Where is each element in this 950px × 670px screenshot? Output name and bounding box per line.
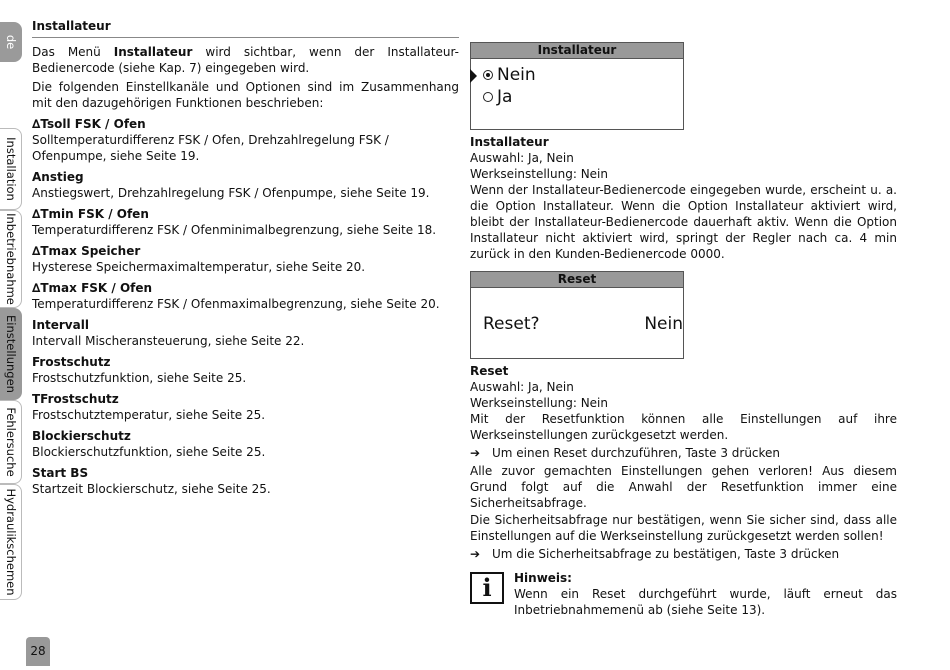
- installateur-title: Installateur: [470, 135, 549, 149]
- tab-de[interactable]: [0, 22, 22, 62]
- entry-desc: Frostschutztemperatur, siehe Seite 25.: [32, 408, 266, 422]
- entry-tsoll: [32, 116, 459, 164]
- reset-value[interactable]: Nein: [644, 314, 683, 334]
- intro-text: Das Menü: [32, 45, 114, 59]
- tab-inbetriebnahme[interactable]: [0, 210, 22, 308]
- option-ja[interactable]: [483, 87, 512, 107]
- reset-title: Reset: [470, 364, 509, 378]
- option-label: Ja: [497, 87, 513, 107]
- reset-text-3: Die Sicherheitsabfrage nur bestätigen, wenn Sie sicher sind, dass alle Einstellungen auf die Werkseinstellung zurückgesetzt werden sollen!: [470, 513, 897, 543]
- section-heading: Installateur: [32, 19, 459, 38]
- entry-desc: Solltemperaturdifferenz FSK / Ofen, Drehzahlregelung FSK / Ofenpumpe, siehe Seite 19.: [32, 133, 389, 163]
- intro-paragraph-1: [32, 44, 459, 76]
- entry-tmax-speicher: [32, 243, 459, 275]
- entry-start-bs: [32, 465, 459, 497]
- entry-title: ∆Tsoll FSK / Ofen: [32, 117, 146, 131]
- entry-title: Frostschutz: [32, 355, 111, 369]
- radio-empty-icon: [483, 92, 493, 102]
- display-title: Reset: [471, 272, 683, 288]
- entry-anstieg: [32, 169, 459, 201]
- intro-bold: Installateur: [113, 45, 193, 59]
- entry-desc: Hysterese Speichermaximaltemperatur, siehe Seite 20.: [32, 260, 366, 274]
- display-installateur: [470, 42, 684, 130]
- step-text: Um einen Reset durchzuführen, Taste 3 drücken: [492, 446, 781, 460]
- tab-label: Fehlersuche: [3, 407, 18, 477]
- page-number: 28: [26, 637, 50, 666]
- tab-label: Inbetriebnahme: [3, 213, 18, 305]
- entry-title: Blockierschutz: [32, 429, 131, 443]
- tab-label: Einstellungen: [3, 315, 18, 393]
- entry-tfrostschutz: [32, 391, 459, 423]
- tab-label: de: [3, 34, 18, 50]
- tab-installation[interactable]: [0, 128, 22, 210]
- hint-text: Wenn ein Reset durchgeführt wurde, läuft erneut das Inbetriebnahmemenü ab (siehe Seite 13).: [514, 587, 897, 617]
- hint-title: Hinweis:: [514, 571, 572, 585]
- entry-title: TFrostschutz: [32, 392, 119, 406]
- installateur-werk: Werkseinstellung: Nein: [470, 167, 608, 181]
- tab-fehlersuche[interactable]: [0, 400, 22, 484]
- option-nein[interactable]: [483, 65, 536, 85]
- right-column: [470, 42, 897, 618]
- selection-pointer-icon: [470, 69, 477, 83]
- entry-title: ∆Tmax FSK / Ofen: [32, 281, 153, 295]
- reset-werk: Werkseinstellung: Nein: [470, 396, 608, 410]
- entry-title: ∆Tmax Speicher: [32, 244, 141, 258]
- entry-desc: Temperaturdifferenz FSK / Ofenmaximalbegrenzung, siehe Seite 20.: [32, 297, 440, 311]
- entry-title: ∆Tmin FSK / Ofen: [32, 207, 149, 221]
- entry-desc: Frostschutzfunktion, siehe Seite 25.: [32, 371, 247, 385]
- entry-title: Start BS: [32, 466, 89, 480]
- entry-desc: Startzeit Blockierschutz, siehe Seite 25.: [32, 482, 271, 496]
- left-column: [32, 19, 459, 497]
- option-label: Nein: [497, 65, 536, 85]
- entry-title: Intervall: [32, 318, 89, 332]
- entry-desc: Blockierschutzfunktion, siehe Seite 25.: [32, 445, 266, 459]
- radio-selected-icon: [483, 70, 493, 80]
- reset-auswahl: Auswahl: Ja, Nein: [470, 380, 574, 394]
- entry-desc: Temperaturdifferenz FSK / Ofenminimalbegrenzung, siehe Seite 18.: [32, 223, 437, 237]
- entry-tmax-fsk: [32, 280, 459, 312]
- step-text: Um die Sicherheitsabfrage zu bestätigen, Taste 3 drücken: [492, 547, 840, 561]
- info-icon: i: [470, 572, 504, 604]
- entry-intervall: [32, 317, 459, 349]
- entry-frostschutz: [32, 354, 459, 386]
- installateur-auswahl: Auswahl: Ja, Nein: [470, 151, 574, 165]
- tab-label: Installation: [3, 137, 18, 201]
- entry-tmin: [32, 206, 459, 238]
- entry-title: Anstieg: [32, 170, 84, 184]
- arrow-right-icon: ➔: [470, 547, 481, 561]
- installateur-text: Wenn der Installateur-Bedienercode eingegeben wurde, erscheint u. a. die Option Installateur. Wenn die Option Installateur aktiviert wird, bleibt der Installateur-Bedienercode dauerhaft aktiv. Wenn die Option Installateur nicht aktiviert wird, springt der Regler nach ca. 4 min zurück in den Kunden-Bedienercode 0000.: [470, 183, 897, 261]
- intro-text: wird sichtbar, wenn der Installateur-Bedienercode (siehe Kap. 7) eingegeben wird.: [32, 45, 460, 75]
- entry-desc: Anstiegswert, Drehzahlregelung FSK / Ofenpumpe, siehe Seite 19.: [32, 186, 430, 200]
- reset-step-1: [470, 445, 897, 461]
- entry-blockierschutz: [32, 428, 459, 460]
- arrow-right-icon: ➔: [470, 446, 481, 460]
- display-title: Installateur: [471, 43, 683, 59]
- intro-paragraph-2: Die folgenden Einstellkanäle und Optionen sind im Zusammenhang mit den dazugehörigen Funktionen beschrieben:: [32, 80, 459, 110]
- tab-einstellungen[interactable]: [0, 308, 22, 400]
- tab-hydraulikschemen[interactable]: [0, 484, 22, 600]
- entry-desc: Intervall Mischeransteuerung, siehe Seite 22.: [32, 334, 305, 348]
- reset-text-2: Alle zuvor gemachten Einstellungen gehen verloren! Aus diesem Grund folgt auf die Anwahl der Resetfunktion immer eine Sicherheitsabfrage.: [470, 464, 897, 510]
- display-reset: [470, 271, 684, 359]
- hint-box: [470, 570, 897, 618]
- reset-text-1: Mit der Resetfunktion können alle Einstellungen auf ihre Werkseinstellungen zurückgesetzt werden.: [470, 412, 897, 442]
- tab-label: Hydraulikschemen: [3, 488, 18, 596]
- reset-step-2: [470, 546, 897, 562]
- reset-label: Reset?: [483, 314, 540, 334]
